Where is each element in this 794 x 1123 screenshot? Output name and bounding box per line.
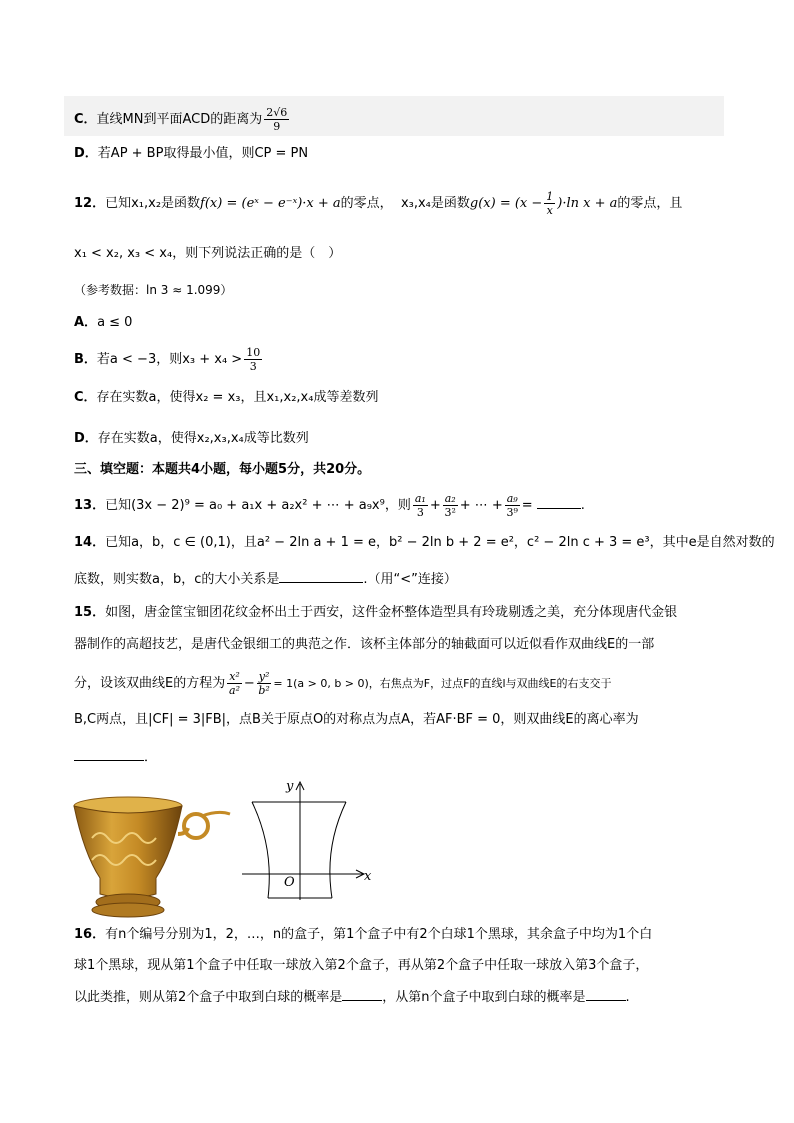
section-heading: 三、填空题：本题共4小题，每小题5分，共20分。 xyxy=(74,462,371,477)
q12-stem-line2: x₁ < x₂, x₃ < x₄，则下列说法正确的是（ ） xyxy=(74,246,342,261)
right-branch xyxy=(330,802,346,898)
function-g: g(x) = (x − xyxy=(469,196,543,211)
q12-option-c: C．存在实数a，使得x₂ = x₃，且x₁,x₂,x₄成等差数列 xyxy=(74,390,379,405)
option-label: D． xyxy=(74,146,98,161)
q16-line3: 以此类推，则从第2个盒子中取到白球的概率是 ，从第n个盒子中取到白球的概率是 . xyxy=(74,990,630,1005)
q11-option-d xyxy=(74,144,308,164)
answer-blank xyxy=(279,570,363,583)
question-number: 14． xyxy=(74,535,106,550)
function-f: f(x) = (eˣ − e⁻ˣ)·x + a xyxy=(200,196,341,211)
answer-blank xyxy=(74,748,144,761)
q15-line4: B,C两点，且|CF| = 3|FB|，点B关于原点O的对称点为点A，若AF·BF = 0，则双曲线E的离心率为 xyxy=(74,712,639,727)
left-branch xyxy=(252,802,269,898)
q16-line1: 16．有n个编号分别为1，2，…，n的盒子，第1个盒子中有2个白球1个黑球，其余盒子中均为1个白 xyxy=(74,927,653,942)
origin-label: O xyxy=(284,875,295,890)
q13: 13．已知(3x − 2)⁹ = a₀ + a₁x + a₂x² + ⋯ + a₉x⁹，则 $\frac{\text{a₁}}{3}$ + $\frac{\text{a₂}}{\text{3²}}$ + ⋯ + $\frac{\text{a₉}}{\text{3⁹}}$ = . xyxy=(74,492,585,519)
q12-option-b: B．若a < −3，则x₃ + x₄ > $\frac{10}{3}$ xyxy=(74,346,261,373)
question-number: 15． xyxy=(74,605,106,620)
q12-option-a: A．a ≤ 0 xyxy=(74,315,133,330)
option-label: C． xyxy=(74,112,97,127)
q15-line1: 15．如图，唐金筐宝钿团花纹金杯出土于西安，这件金杯整体造型具有玲珑剔透之美，充分体现唐代金银 xyxy=(74,605,678,620)
fraction: $\frac{2√6}{9}$ xyxy=(266,106,288,133)
answer-blank xyxy=(537,496,581,509)
q11-option-c xyxy=(74,106,291,133)
q14-line1: 14．已知a，b，c ∈ (0,1)，且a² − 2ln a + 1 = e，b² − 2ln b + 2 = e²，c² − 2ln c + 3 = e³，其中e是自然对数的 xyxy=(74,535,775,550)
option-text: 若AP + BP取得最小值，则CP = PN xyxy=(97,146,309,161)
q15-line3: 分，设该双曲线E的方程为 $\frac{\text{x²}}{\text{a²}}$ − $\frac{\text{y²}}{\text{b²}}$ = 1(a > 0, b > 0)，右焦点为F，过点F的直线l与双曲线E的右支交于 xyxy=(74,670,612,697)
q12-reference: （参考数据：ln 3 ≈ 1.099） xyxy=(74,283,233,297)
question-number: 16． xyxy=(74,927,106,942)
hyperbola-figure xyxy=(240,776,380,902)
question-number: 12． xyxy=(74,196,106,211)
q15-line5: ． xyxy=(74,748,157,768)
q14-line2: 底数，则实数a，b，c的大小关系是 .（用“<”连接） xyxy=(74,572,457,587)
q12-stem-line1: 12．已知x₁,x₂是函数f(x) = (eˣ − e⁻ˣ)·x + a的零点， x₃,x₄是函数g(x) = (x − $\frac{1}{x}$ )·ln x + a的零点，且 xyxy=(74,190,683,217)
option-text: 直线MN到平面ACD的距离为 xyxy=(96,112,263,127)
y-label: y xyxy=(286,779,294,794)
q12-option-d: D．存在实数a，使得x₂,x₃,x₄成等比数列 xyxy=(74,431,309,446)
gold-cup-image xyxy=(70,794,240,920)
answer-blank xyxy=(342,988,382,1001)
q16-line2: 球1个黑球，现从第1个盒子中任取一球放入第2个盒子，再从第2个盒子中任取一球放入第3个盒子， xyxy=(74,958,649,973)
x-label: x xyxy=(364,869,372,884)
answer-blank xyxy=(586,988,626,1001)
question-number: 13． xyxy=(74,498,106,513)
q15-line2: 器制作的高超技艺，是唐代金银细工的典范之作．该杯主体部分的轴截面可以近似看作双曲线E的一部 xyxy=(74,637,655,652)
